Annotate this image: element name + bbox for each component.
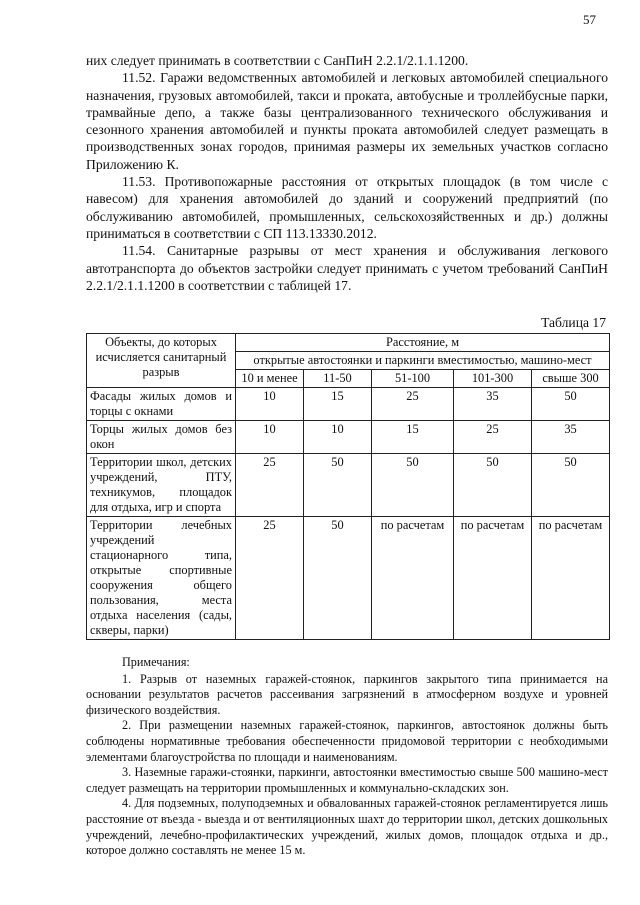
row-value: 10	[236, 421, 304, 454]
row-value: 35	[532, 421, 610, 454]
header-distance: Расстояние, м	[236, 334, 610, 352]
row-object: Территории лечебных учреждений стационарного типа, открытые спортивные сооружения общего пользования, места отдыха населения (сады, скверы, парки)	[87, 517, 236, 640]
row-value: 50	[532, 454, 610, 517]
row-value: 25	[454, 421, 532, 454]
distance-table	[86, 333, 610, 640]
row-value: 35	[454, 388, 532, 421]
row-value: по расчетам	[372, 517, 454, 640]
row-value: 25	[372, 388, 454, 421]
column-header: свыше 300	[532, 370, 610, 388]
table-row	[87, 388, 610, 421]
row-value: по расчетам	[532, 517, 610, 640]
row-value: 15	[304, 388, 372, 421]
header-object: Объекты, до которых исчисляется санитарный разрыв	[87, 334, 236, 388]
note-item: 1. Разрыв от наземных гаражей-стоянок, паркингов закрытого типа принимается на основании результатов расчетов рассеивания загрязнений в атмосферном воздухе и уровней физического воздействия.	[86, 671, 608, 717]
row-value: 25	[236, 517, 304, 640]
row-value: 10	[236, 388, 304, 421]
table-row	[87, 454, 610, 517]
column-header: 10 и менее	[236, 370, 304, 388]
row-value: 50	[304, 454, 372, 517]
table-row	[87, 517, 610, 640]
row-object: Торцы жилых домов без окон	[87, 421, 236, 454]
note-item: 4. Для подземных, полуподземных и обвалованных гаражей-стоянок регламентируется лишь расстояние от въезда - выезда и от вентиляционных шахт до территории школ, детских дошкольных учреждений, лечебно-профилактических учреждений, жилых домов, площадок отдыха и др., которое должно составлять не менее 15 м.	[86, 796, 608, 858]
column-header: 51-100	[372, 370, 454, 388]
body-text	[86, 52, 608, 294]
row-object: Фасады жилых домов и торцы с окнами	[87, 388, 236, 421]
notes-title: Примечания:	[122, 655, 190, 669]
header-subtitle: открытые автостоянки и паркинги вместимостью, машино-мест	[236, 352, 610, 370]
paragraph-11-54: 11.54. Санитарные разрывы от мест хранения и обслуживания легкового автотранспорта до объектов застройки следует принимать с учетом требований СанПиН 2.2.1/2.1.1.1200 в соответствии с таблицей 17.	[86, 243, 608, 293]
paragraph-continuation: них следует принимать в соответствии с СанПиН 2.2.1/2.1.1.1200.	[86, 53, 469, 68]
page-number: 57	[583, 12, 596, 27]
row-value: 15	[372, 421, 454, 454]
row-value: 50	[454, 454, 532, 517]
table-header-row	[87, 334, 610, 352]
row-object: Территории школ, детских учреждений, ПТУ, техникумов, площадок для отдыха, игр и спорта	[87, 454, 236, 517]
column-header: 101-300	[454, 370, 532, 388]
row-value: 50	[532, 388, 610, 421]
row-value: 50	[372, 454, 454, 517]
row-value: 10	[304, 421, 372, 454]
paragraph-11-53: 11.53. Противопожарные расстояния от открытых площадок (в том числе с навесом) для хранения автомобилей до зданий и сооружений предприятий (по обслуживанию автомобилей, промышленных, сельскохозяйственных и др.) должны приниматься в соответствии с СП 113.13330.2012.	[86, 174, 608, 241]
row-value: 50	[304, 517, 372, 640]
note-item: 2. При размещении наземных гаражей-стоянок, паркингов, автостоянок должны быть соблюдены нормативные требования обеспеченности придомовой территории с необходимыми элементами благоустройства по площади и наименованиям.	[86, 718, 608, 764]
paragraph-11-52: 11.52. Гаражи ведомственных автомобилей и легковых автомобилей специального назначения, грузовых автомобилей, такси и проката, автобусные и троллейбусные парки, трамвайные депо, а также базы централизованного технического обслуживания и сезонного хранения автомобилей и пункты проката автомобилей следует размещать в производственных зонах городов, принимая размеры их земельных участков согласно Приложению К.	[86, 70, 608, 172]
notes-block	[86, 655, 608, 859]
note-item: 3. Наземные гаражи-стоянки, паркинги, автостоянки вместимостью свыше 500 машино-мест следует размещать на территории промышленных и коммунально-складских зон.	[86, 765, 608, 795]
table-caption: Таблица 17	[541, 315, 606, 330]
column-header: 11-50	[304, 370, 372, 388]
table-row	[87, 421, 610, 454]
row-value: 25	[236, 454, 304, 517]
row-value: по расчетам	[454, 517, 532, 640]
